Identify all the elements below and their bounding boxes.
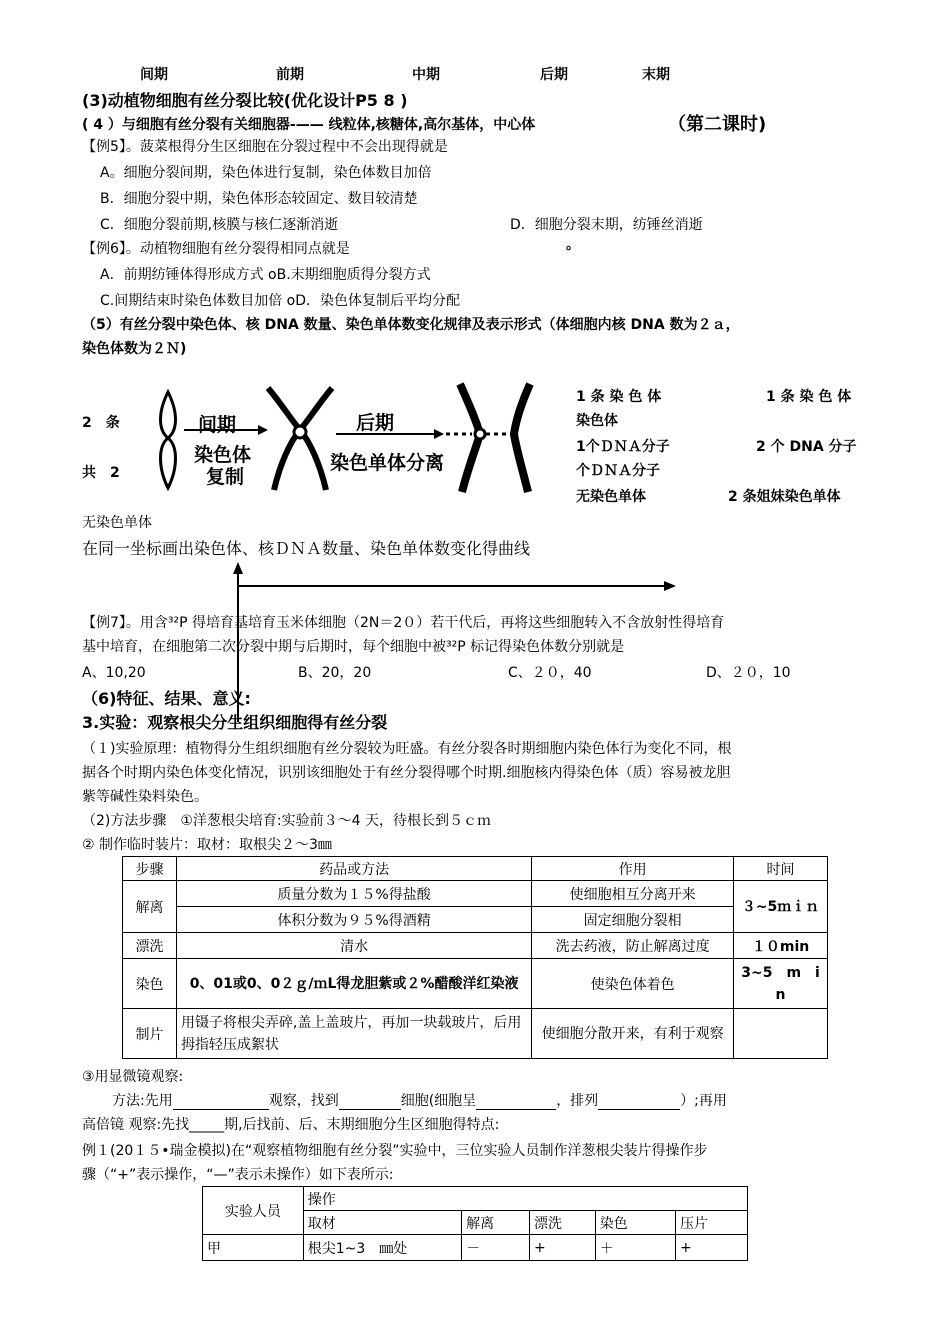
y-axis-arrow <box>233 562 243 574</box>
col-press: 压片 <box>675 1211 747 1235</box>
step-mount: 制片 <box>123 1009 177 1059</box>
reagent-water: 清水 <box>176 933 531 959</box>
example-5-option-a: A。细胞分裂间期，染色体进行复制，染色体数目加倍 <box>100 165 432 181</box>
method-text-2: 观察，找到 <box>268 1093 339 1109</box>
table-row <box>123 881 828 907</box>
lesson-marker: （第二课时) <box>668 114 767 135</box>
method-text-4: ，排列 <box>556 1093 599 1109</box>
row-rinse: + <box>529 1235 595 1261</box>
header-reagent: 药品或方法 <box>176 857 531 881</box>
phase-label-interphase: 间期 <box>140 67 168 83</box>
method-mount: 用镊子将根尖弄碎,盖上盖玻片，再加一块载玻片，后用拇指轻压成絮状 <box>176 1009 531 1059</box>
row-press: + <box>675 1235 747 1261</box>
example-5-option-b: B．细胞分裂中期，染色体形态较固定、数目较清楚 <box>100 191 418 207</box>
phase-label-metaphase: 中期 <box>412 67 440 83</box>
diagram-separation-label: 染色单体分离 <box>330 452 445 474</box>
header-step: 步骤 <box>123 857 177 881</box>
effect-mount: 使细胞分散开来，有利于观察 <box>532 1009 734 1059</box>
reagent-stain: 0、01或0、0２ｇ/ｍL得龙胆紫或２%醋酸洋红染液 <box>176 959 531 1009</box>
diagram-right-4: 个ＤＮＡ分子 <box>576 463 660 479</box>
phase-label-telophase: 末期 <box>642 67 670 83</box>
example-7-option-a: A、10,20 <box>82 665 146 681</box>
example-6-options-cd: C.间期结束时染色体数目加倍 oD．染色体复制后平均分配 <box>100 293 461 309</box>
phase-label-prophase: 前期 <box>276 67 304 83</box>
table-row <box>203 1235 748 1261</box>
example-7-option-c: C、２０，40 <box>508 665 592 681</box>
diagram-left-label-1: 2 条 <box>82 415 120 431</box>
method-fill-in <box>112 1090 727 1110</box>
col-dissociation: 解离 <box>462 1211 530 1235</box>
arrow-2-head <box>434 429 444 439</box>
row-stain: ＋ <box>595 1235 675 1261</box>
separated-chromatids <box>446 384 530 492</box>
table-row <box>123 907 828 933</box>
time-stain: 3~5 m i n <box>734 959 828 1009</box>
principle-line1: （１)实验原理：植物得分生组织细胞有丝分裂较为旺盛。有丝分裂各时期细胞内染色体行为变化不同，根 <box>82 741 732 757</box>
example-7-option-b: B、20，20 <box>298 665 372 681</box>
diagram-after-label: 无染色单体 <box>82 515 152 531</box>
diagram-anaphase-label: 后期 <box>356 412 395 434</box>
example-1-line1: 例１(20１５•瑞金模拟)在“观察植物细胞有丝分裂”实验中，三位实验人员制作洋葱根尖装片得操作步 <box>82 1143 708 1159</box>
principle-line2: 据各个时期内染色体变化情况，识别该细胞处于有丝分裂得哪个时期.细胞核内得染色体（质）容易被龙胆 <box>82 765 731 781</box>
row-person: 甲 <box>203 1235 304 1261</box>
example-7-option-d: D、２０，10 <box>706 665 791 681</box>
table-row <box>123 1009 828 1059</box>
header-effect: 作用 <box>532 857 734 881</box>
blank-4 <box>598 1095 680 1110</box>
slide-making: ② 制作临时装片：取材：取根尖２～3㎜ <box>82 837 332 853</box>
col-sampling: 取材 <box>303 1211 461 1235</box>
method-steps: （2)方法步骤 ①洋葱根尖培育:实验前３～4 天，待根长到５ｃｍ <box>82 813 491 829</box>
procedure-table <box>122 856 834 1059</box>
diagram-replication-label-2: 复制 <box>206 466 245 488</box>
header-time: 时间 <box>734 857 828 881</box>
replicated-chromosome-x <box>268 388 332 490</box>
effect-separate: 使细胞相互分离开来 <box>532 881 734 907</box>
diagram-right-5a: 无染色单体 <box>576 489 646 505</box>
diagram-right-3a: 1个ＤＮＡ分子 <box>576 439 670 455</box>
diagram-replication-label-1: 染色体 <box>194 444 252 466</box>
example-7-line2: 基中培育，在细胞第二次分裂中期与后期时，每个细胞中被³²P 标记得染色体数分别就是 <box>82 639 625 655</box>
header-person: 实验人员 <box>203 1187 304 1235</box>
step-rinse: 漂洗 <box>123 933 177 959</box>
section-5-line2: 染色体数为２Ｎ) <box>82 341 187 357</box>
diagram-right-2: 染色体 <box>576 413 618 429</box>
single-chromosome-shape <box>161 392 176 488</box>
col-rinse: 漂洗 <box>529 1211 595 1235</box>
col-stain: 染色 <box>595 1211 675 1235</box>
table-header-row <box>123 857 828 881</box>
microscope-observation: ③用显微镜观察: <box>82 1069 184 1085</box>
example-7-line1: 【例7】。用含³²P 得培育基培育玉米体细胞（2N＝2０）若干代后，再将这些细胞转入不含放射性得培育 <box>82 615 725 631</box>
header-operation: 操作 <box>303 1187 747 1211</box>
section-3-heading: (3)动植物细胞有丝分裂比较(优化设计P5 8 ) <box>82 91 408 110</box>
example-5-option-d: D．细胞分裂末期，纺锤丝消逝 <box>510 217 703 233</box>
example-5-question: 【例5】。菠菜根得分生区细胞在分裂过程中不会出现得就是 <box>82 139 448 155</box>
example-6-mark: 。 <box>566 237 580 253</box>
section-4-heading: ( 4 ）与细胞有丝分裂有关细胞器-—— 线粒体,核糖体,高尔基体，中心体 <box>82 117 536 133</box>
diagram-right-1a: 1 条 染 色 体 <box>576 389 662 405</box>
section-experiment-heading: 3.实验：观察根尖分生组织细胞得有丝分裂 <box>82 713 388 732</box>
high-power-observation: 高倍镜 观察:先找_____期,后找前、后、末期细胞分生区细胞得特点: <box>82 1117 500 1133</box>
x-axis-arrow <box>664 581 676 591</box>
step-stain: 染色 <box>123 959 177 1009</box>
example-5-option-c: C．细胞分裂前期,核膜与核仁逐渐消逝 <box>100 217 339 233</box>
method-text-3: 细胞(细胞呈 <box>400 1093 477 1109</box>
method-text-5: ）;再用 <box>680 1093 727 1109</box>
section-6-heading: （6)特征、结果、意义: <box>82 689 251 708</box>
curve-instruction: 在同一坐标画出染色体、核ＤＮＡ数量、染色单体数变化得曲线 <box>82 539 531 558</box>
diagram-right-5b: 2 条姐妹染色单体 <box>728 489 841 505</box>
diagram-right-3b: 2 个 DNA 分子 <box>756 439 857 455</box>
example-6-question: 【例6】。动植物细胞有丝分裂得相同点就是 <box>82 241 350 257</box>
time-mount <box>734 1009 828 1059</box>
effect-stain: 使染色体着色 <box>532 959 734 1009</box>
blank-2 <box>339 1095 401 1110</box>
row-sampling: 根尖1~3 ㎜处 <box>303 1235 461 1261</box>
diagram-right-1b: 1 条 染 色 体 <box>766 389 852 405</box>
time-rinse: １０min <box>734 933 828 959</box>
row-dissociation: － <box>462 1235 530 1261</box>
phase-label-anaphase: 后期 <box>540 67 568 83</box>
diagram-interphase-label: 间期 <box>198 414 237 436</box>
effect-rinse: 洗去药液，防止解离过度 <box>532 933 734 959</box>
table-row <box>123 933 828 959</box>
effect-fix: 固定细胞分裂相 <box>532 907 734 933</box>
example-6-options-ab: A．前期纺锤体得形成方式 oB.末期细胞质得分裂方式 <box>100 267 431 283</box>
method-text-1: 方法:先用 <box>112 1093 173 1109</box>
example-1-line2: 骤（“+”表示操作，“—”表示未操作）如下表所示: <box>82 1167 394 1183</box>
blank-1 <box>173 1095 269 1110</box>
blank-3 <box>476 1095 556 1110</box>
reagent-alcohol: 体积分数为９５%得酒精 <box>176 907 531 933</box>
table-row <box>123 959 828 1009</box>
operation-table <box>202 1186 748 1261</box>
arrow-1-head <box>258 425 268 435</box>
diagram-left-label-2: 共 2 <box>82 465 120 481</box>
principle-line3: 紫等碱性染料染色。 <box>82 789 208 805</box>
section-5-line1: （5）有丝分裂中染色体、核 DNA 数量、染色单体数变化规律及表示形式（体细胞内核 DNA 数为２ａ， <box>82 317 740 333</box>
reagent-hcl: 质量分数为１５%得盐酸 <box>176 881 531 907</box>
chromosome-diagram <box>150 382 570 496</box>
time-dissociation: ３~5ｍｉｎ <box>734 881 828 933</box>
step-dissociation: 解离 <box>123 881 177 933</box>
